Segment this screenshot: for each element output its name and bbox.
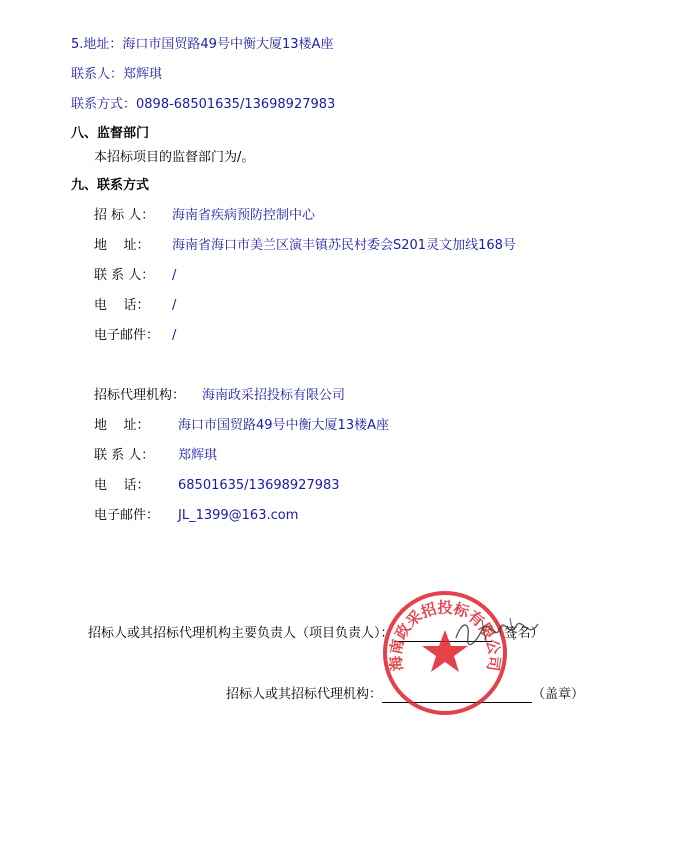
- tenderer-contact-label: 联 系 人：: [94, 268, 155, 283]
- agency-contact-value: 郑辉琪: [178, 448, 218, 463]
- agency-address-label: 地 址：: [94, 418, 150, 433]
- tenderer-address-row: [94, 238, 516, 254]
- agency-phone-value: 68501635/13698927983: [178, 478, 340, 493]
- seal-suffix: （盖章）: [532, 687, 585, 702]
- agency-phone-label: 电 话：: [94, 478, 150, 493]
- agency-name-value: 海南政采招投标有限公司: [202, 388, 346, 403]
- agency-address-line: 5.地址：海口市国贸路49号中衡大厦13楼A座: [71, 37, 334, 52]
- tenderer-address-value: 海南省海口市美兰区演丰镇苏民村委会S201灵文加线168号: [172, 238, 516, 253]
- agency-email-value: JL_1399@163.com: [178, 508, 299, 523]
- agency-contact-row: [94, 448, 217, 464]
- supervision-text: 本招标项目的监督部门为/。: [94, 150, 255, 165]
- sign-suffix: （签名）: [491, 626, 544, 641]
- tenderer-name-value: 海南省疾病预防控制中心: [172, 208, 316, 223]
- tenderer-name-row: [94, 208, 315, 224]
- tenderer-contact-value: /: [172, 268, 177, 283]
- agency-name-row: [94, 388, 345, 404]
- section-heading-contact: 九、联系方式: [71, 178, 150, 193]
- tenderer-phone-row: [94, 298, 176, 314]
- tenderer-phone-value: /: [172, 298, 177, 313]
- agency-email-row: [94, 508, 298, 524]
- section-heading-supervision: 八、监督部门: [71, 126, 150, 141]
- company-seal-stamp: [380, 588, 510, 718]
- agency-seal-label: 招标人或其招标代理机构：: [226, 687, 383, 702]
- tenderer-address-label: 地 址：: [94, 238, 150, 253]
- agency-address-row: [94, 418, 389, 434]
- agency-address-value: 海口市国贸路49号中衡大厦13楼A座: [178, 418, 389, 433]
- agency-name-label: 招标代理机构：: [94, 388, 186, 403]
- agency-email-label: 电子邮件：: [94, 508, 160, 523]
- handwritten-signature: [452, 612, 542, 652]
- agency-phone-row: [94, 478, 340, 494]
- agency-contact-label: 联 系 人：: [94, 448, 155, 463]
- tenderer-name-label: 招 标 人：: [94, 208, 155, 223]
- tenderer-email-row: [94, 328, 176, 344]
- seal-text: 海南政采招投标有限公司: [386, 598, 504, 673]
- tenderer-email-label: 电子邮件：: [94, 328, 160, 343]
- tenderer-phone-label: 电 话：: [94, 298, 150, 313]
- tenderer-email-value: /: [172, 328, 177, 343]
- agency-contact-line: 联系人：郑辉琪: [71, 67, 163, 82]
- tenderer-contact-row: [94, 268, 176, 284]
- responsible-label: 招标人或其招标代理机构主要负责人（项目负责人）：: [88, 626, 394, 641]
- agency-phone-line: 联系方式：0898-68501635/13698927983: [71, 97, 336, 112]
